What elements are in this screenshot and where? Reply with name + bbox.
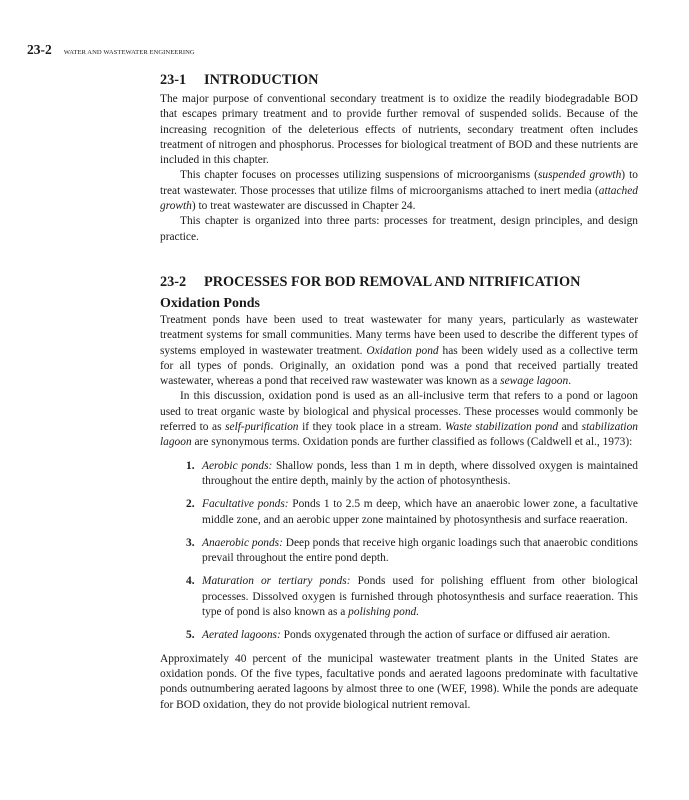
list-number: 5. xyxy=(186,629,195,642)
section-title: INTRODUCTION xyxy=(204,72,319,88)
term-polishing-pond: polishing pond. xyxy=(348,606,420,619)
list-item xyxy=(186,628,638,643)
list-text: Aerobic ponds: Shallow ponds, less than 1 m in depth, where dissolved oxygen is maintained throughout the entire depth, mainly by the action of photosynthesis. xyxy=(202,459,638,487)
running-head xyxy=(27,42,195,58)
term-waste-stabilization-pond: Waste stabilization pond xyxy=(445,421,559,434)
list-item xyxy=(186,459,638,490)
list-number: 3. xyxy=(186,536,195,549)
list-text: Anaerobic ponds: Deep ponds that receive high organic loadings such that anaerobic conditions prevail throughout the entire pond depth. xyxy=(202,536,638,565)
term-oxidation-pond: Oxidation pond xyxy=(366,344,439,357)
term-stabilization-lagoon: stabilization lagoon xyxy=(160,421,638,449)
list-item xyxy=(186,574,638,620)
intro-paragraph-2: This chapter focuses on processes utilizing suspensions of microorganisms (suspended growth) to treat wastewater. Those processes that utilize films of microorganisms attached to inert media (attached growth) to treat wastewater are discussed in Chapter 24. xyxy=(160,169,638,213)
page-body xyxy=(160,71,638,713)
term-sewage-lagoon: sewage lagoon xyxy=(500,375,569,388)
term-self-purification: self-purification xyxy=(225,421,299,434)
book-title: WATER AND WASTEWATER ENGINEERING xyxy=(63,49,195,56)
intro-paragraph-1: The major purpose of conventional secondary treatment is to oxidize the readily biodegradable BOD that escapes primary treatment and to provide further removal of suspended solids. Because of the increasing recognition of the deleterious effects of nutrients, secondary treatment often includes treatment of nitrogen and phosphorus. Processes for biological treatment of BOD and these nutrients are included in this chapter. xyxy=(160,93,638,167)
term-attached-growth: attached growth xyxy=(160,184,638,213)
page-number: 23-2 xyxy=(27,42,52,57)
list-item xyxy=(186,536,638,567)
section-number: 23-1 xyxy=(160,72,187,88)
list-number: 4. xyxy=(186,575,195,588)
list-number: 1. xyxy=(186,459,195,472)
closing-paragraph: Approximately 40 percent of the municipal wastewater treatment plants in the United States are oxidation ponds. Of the five types, facultative ponds and aerated lagoons predominate with facultative ponds outnumbering aerated lagoons by almost three to one (WEF, 1998). While the ponds are adequate for BOD oxidation, they do not provide biological nutrient removal. xyxy=(160,652,638,711)
ponds-paragraph-2: In this discussion, oxidation pond is used as an all-inclusive term that refers to a pond or lagoon used to treat organic waste by biological and physical processes. These processes would commonly be referred to as self-purification if they took place in a stream. Waste stabilization pond and stabilization lagoon are synonymous terms. Oxidation ponds are further classified as follows (Caldwell et al., 1973): xyxy=(160,390,638,449)
list-text: Maturation or tertiary ponds: Ponds used for polishing effluent from other biological processes. Dissolved oxygen is furnished through photosynthesis and surface reaeration. This type of pond is also known as a polishing pond. xyxy=(202,575,638,619)
section-title: PROCESSES FOR BOD REMOVAL AND NITRIFICATION xyxy=(204,273,581,290)
section-heading-introduction xyxy=(160,71,638,92)
list-number: 2. xyxy=(186,498,195,511)
list-text: Facultative ponds: Ponds 1 to 2.5 m deep, which have an anaerobic lower zone, a facultative middle zone, and an aerobic upper zone maintained by photosynthesis and surface reaeration. xyxy=(202,498,638,526)
subheading-oxidation-ponds: Oxidation Ponds xyxy=(160,295,260,311)
section-number: 23-2 xyxy=(160,273,187,290)
ponds-paragraph-1: Treatment ponds have been used to treat wastewater for many years, particularly as wastewater treatment systems for small communities. Many terms have been used to describe the different types of systems employed in wastewater treatment. Oxidation pond has been widely used as a collective term for all types of ponds. Originally, an oxidation pond was a pond that received partially treated wastewater, whereas a pond that received raw wastewater was known as a sewage lagoon. xyxy=(160,313,638,388)
list-item xyxy=(186,497,638,528)
intro-paragraph-3: This chapter is organized into three parts: processes for treatment, design principles, and design practice. xyxy=(160,215,638,243)
pond-types-list xyxy=(160,459,638,644)
section-heading-processes xyxy=(160,273,638,291)
list-text: Aerated lagoons: Ponds oxygenated through the action of surface or diffused air aeration. xyxy=(202,629,611,642)
term-suspended-growth: suspended growth xyxy=(537,169,622,182)
